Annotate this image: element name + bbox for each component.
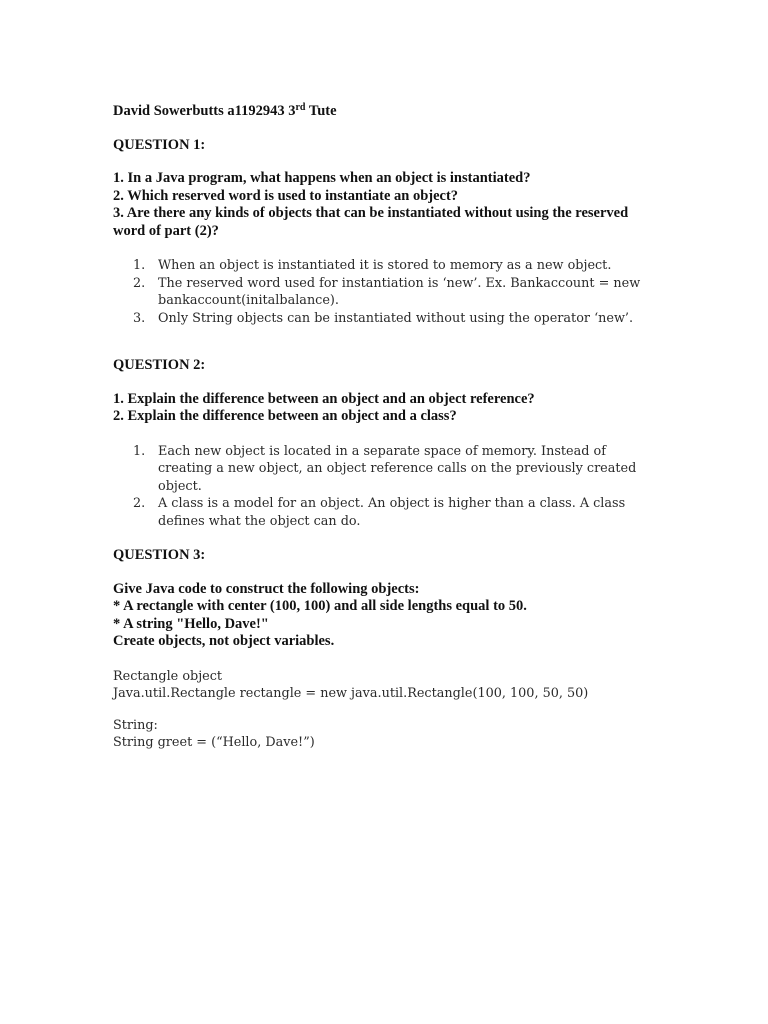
string-label: String: <box>113 717 158 733</box>
question-3-prompt-2: * A rectangle with center (100, 100) and all side lengths equal to 50. <box>113 598 527 614</box>
answer-text: Each new object is located in a separate space of memory. Instead of creating a new object, an object reference calls on the previously created object. <box>158 443 637 494</box>
list-item <box>113 443 661 496</box>
answer-text: Only String objects can be instantiated without using the operator ‘new’. <box>158 310 634 326</box>
rectangle-label: Rectangle object <box>113 668 223 684</box>
question-1-prompt-2: 2. Which reserved word is used to instantiate an object? <box>113 187 459 204</box>
question-3-prompt-1: Give Java code to construct the following objects: <box>113 580 420 597</box>
question-2-heading: QUESTION 2: <box>113 357 206 373</box>
question-2-answers <box>113 443 661 531</box>
list-number: 3. <box>133 310 146 326</box>
document-body <box>113 103 661 752</box>
question-2-prompt-1: 1. Explain the difference between an object and an object reference? <box>113 390 535 407</box>
string-code: String greet = (“Hello, Dave!”) <box>113 735 315 750</box>
list-number: 2. <box>133 496 146 511</box>
question-3-prompt-3: * A string "Hello, Dave!" <box>113 615 269 632</box>
list-number: 1. <box>133 258 146 273</box>
title-superscript: rd <box>295 102 306 113</box>
list-item <box>113 310 661 328</box>
list-item <box>113 275 661 310</box>
question-1-prompts <box>113 170 661 240</box>
question-3-prompts <box>113 581 661 651</box>
list-number: 2. <box>133 275 146 291</box>
title-text: David Sowerbutts a1192943 3 <box>113 103 296 119</box>
question-1-answers <box>113 257 661 327</box>
question-3-heading: QUESTION 3: <box>113 547 206 563</box>
answer-text: When an object is instantiated it is stored to memory as a new object. <box>158 258 612 273</box>
title-tail: Tute <box>305 103 337 119</box>
list-number: 1. <box>133 443 146 459</box>
rectangle-code: Java.util.Rectangle rectangle = new java.util.Rectangle(100, 100, 50, 50) <box>113 686 589 701</box>
question-2-prompts <box>113 391 661 426</box>
answer-text: A class is a model for an object. An object is higher than a class. A class defines what the object can do. <box>158 496 626 529</box>
list-item <box>113 257 661 275</box>
document-title <box>113 103 661 121</box>
question-2-prompt-2: 2. Explain the difference between an object and a class? <box>113 408 457 424</box>
question-3-prompt-4: Create objects, not object variables. <box>113 633 335 649</box>
question-1-heading: QUESTION 1: <box>113 136 206 153</box>
question-1-prompt-3: 3. Are there any kinds of objects that can be instantiated without using the reserved word of part (2)? <box>113 205 629 239</box>
list-item <box>113 495 661 530</box>
answer-text: The reserved word used for instantiation is ‘new’. Ex. Bankaccount = new bankaccount(initalbalance). <box>158 275 641 308</box>
question-1-prompt-1: 1. In a Java program, what happens when an object is instantiated? <box>113 170 531 186</box>
